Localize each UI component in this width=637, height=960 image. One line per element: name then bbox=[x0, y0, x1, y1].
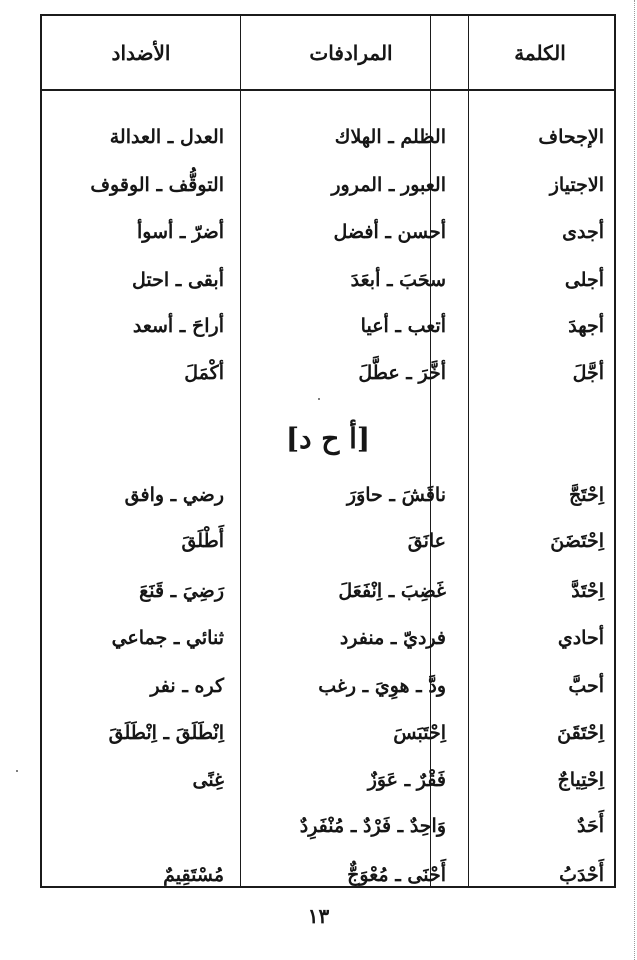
entry-synonyms: سحَبَ ـ أبعَدَ bbox=[350, 269, 446, 291]
entry-word: أجلى bbox=[564, 269, 604, 291]
entry-antonyms: غِنًى bbox=[192, 769, 224, 791]
entry-antonyms: مُسْتَقِيمٌ bbox=[163, 864, 224, 886]
entry-synonyms: العبور ـ المرور bbox=[331, 174, 446, 196]
entry-synonyms: ناقَشَ ـ حاوَرَ bbox=[346, 484, 446, 506]
entry-antonyms: أراحَ ـ أسعد bbox=[132, 315, 224, 337]
entry-synonyms: فَقْرٌ ـ عَوَزٌ bbox=[367, 769, 446, 791]
entry-word: أحبَّ bbox=[568, 675, 604, 697]
entry-word: أجدى bbox=[562, 221, 604, 243]
entry-word: اِحْتَضَنَ bbox=[550, 530, 604, 552]
entry-antonyms: رَضِيَ ـ قَنَعَ bbox=[139, 580, 224, 602]
entry-antonyms: كره ـ نفر bbox=[150, 675, 224, 697]
section-heading: [أ ح د] bbox=[285, 422, 371, 455]
entry-word: أَحْدَبُ bbox=[559, 864, 604, 886]
header-rule bbox=[42, 89, 614, 91]
entry-word: أحادي bbox=[557, 627, 604, 649]
speck bbox=[16, 770, 18, 772]
entry-synonyms: فرديّ ـ منفرد bbox=[339, 627, 446, 649]
entry-antonyms: رضي ـ وافق bbox=[124, 484, 224, 506]
scan-edge bbox=[634, 0, 635, 960]
entry-synonyms: أَحْنَى ـ مُعْوَجٌّ bbox=[347, 864, 446, 886]
entry-antonyms: أبقى ـ احتل bbox=[132, 269, 224, 291]
page-number: ١٣ bbox=[307, 904, 330, 928]
entry-synonyms: ودَّ ـ هوِيَ ـ رغب bbox=[318, 675, 446, 697]
table-frame bbox=[40, 14, 616, 888]
entry-synonyms: الظلم ـ الهلاك bbox=[334, 126, 446, 148]
entry-antonyms: ثنائي ـ جماعي bbox=[111, 627, 224, 649]
entry-word: اِحْتَدَّ bbox=[571, 580, 604, 602]
header-antonyms: الأضداد bbox=[111, 40, 171, 65]
entry-antonyms: العدل ـ العدالة bbox=[109, 126, 224, 148]
entry-synonyms: غَضِبَ ـ اِنْفَعَلَ bbox=[338, 580, 446, 602]
entry-word: اِحْتَجَّ bbox=[568, 484, 604, 506]
entry-synonyms: عانَقَ bbox=[407, 530, 446, 552]
entry-antonyms: التوقُّف ـ الوقوف bbox=[90, 174, 224, 196]
entry-antonyms: أكْمَلَ bbox=[184, 362, 224, 384]
header-synonyms: المرادفات bbox=[309, 40, 393, 65]
entry-synonyms: وَاحِدٌ ـ فَرْدٌ ـ مُنْفَرِدٌ bbox=[299, 815, 446, 837]
entry-word: اِحْتِياجٌ bbox=[557, 769, 604, 791]
entry-antonyms: اِنْطَلَقَ ـ اِنْطَلَقَ bbox=[108, 722, 224, 744]
entry-word: اِحْتَقَنَ bbox=[557, 722, 604, 744]
entry-antonyms: أَطْلَقَ bbox=[181, 530, 224, 552]
entry-word: الاجتياز bbox=[549, 174, 604, 196]
entry-word: أَحَدٌ bbox=[577, 815, 604, 837]
entry-synonyms: أحسن ـ أفضل bbox=[333, 221, 446, 243]
entry-synonyms: أتعب ـ أعيا bbox=[360, 315, 446, 337]
entry-word: الإجحاف bbox=[538, 126, 604, 148]
entry-word: أجهدَ bbox=[568, 315, 604, 337]
speck bbox=[318, 398, 320, 400]
entry-word: أجَّلَ bbox=[572, 362, 604, 384]
header-word: الكلمة bbox=[514, 40, 566, 65]
left-border bbox=[40, 16, 41, 886]
entry-synonyms: اِحْتَبَسَ bbox=[393, 722, 446, 744]
entry-synonyms: أخَّرَ ـ عطَّلَ bbox=[358, 362, 446, 384]
entry-antonyms: أضرّ ـ أسوأ bbox=[137, 221, 224, 243]
